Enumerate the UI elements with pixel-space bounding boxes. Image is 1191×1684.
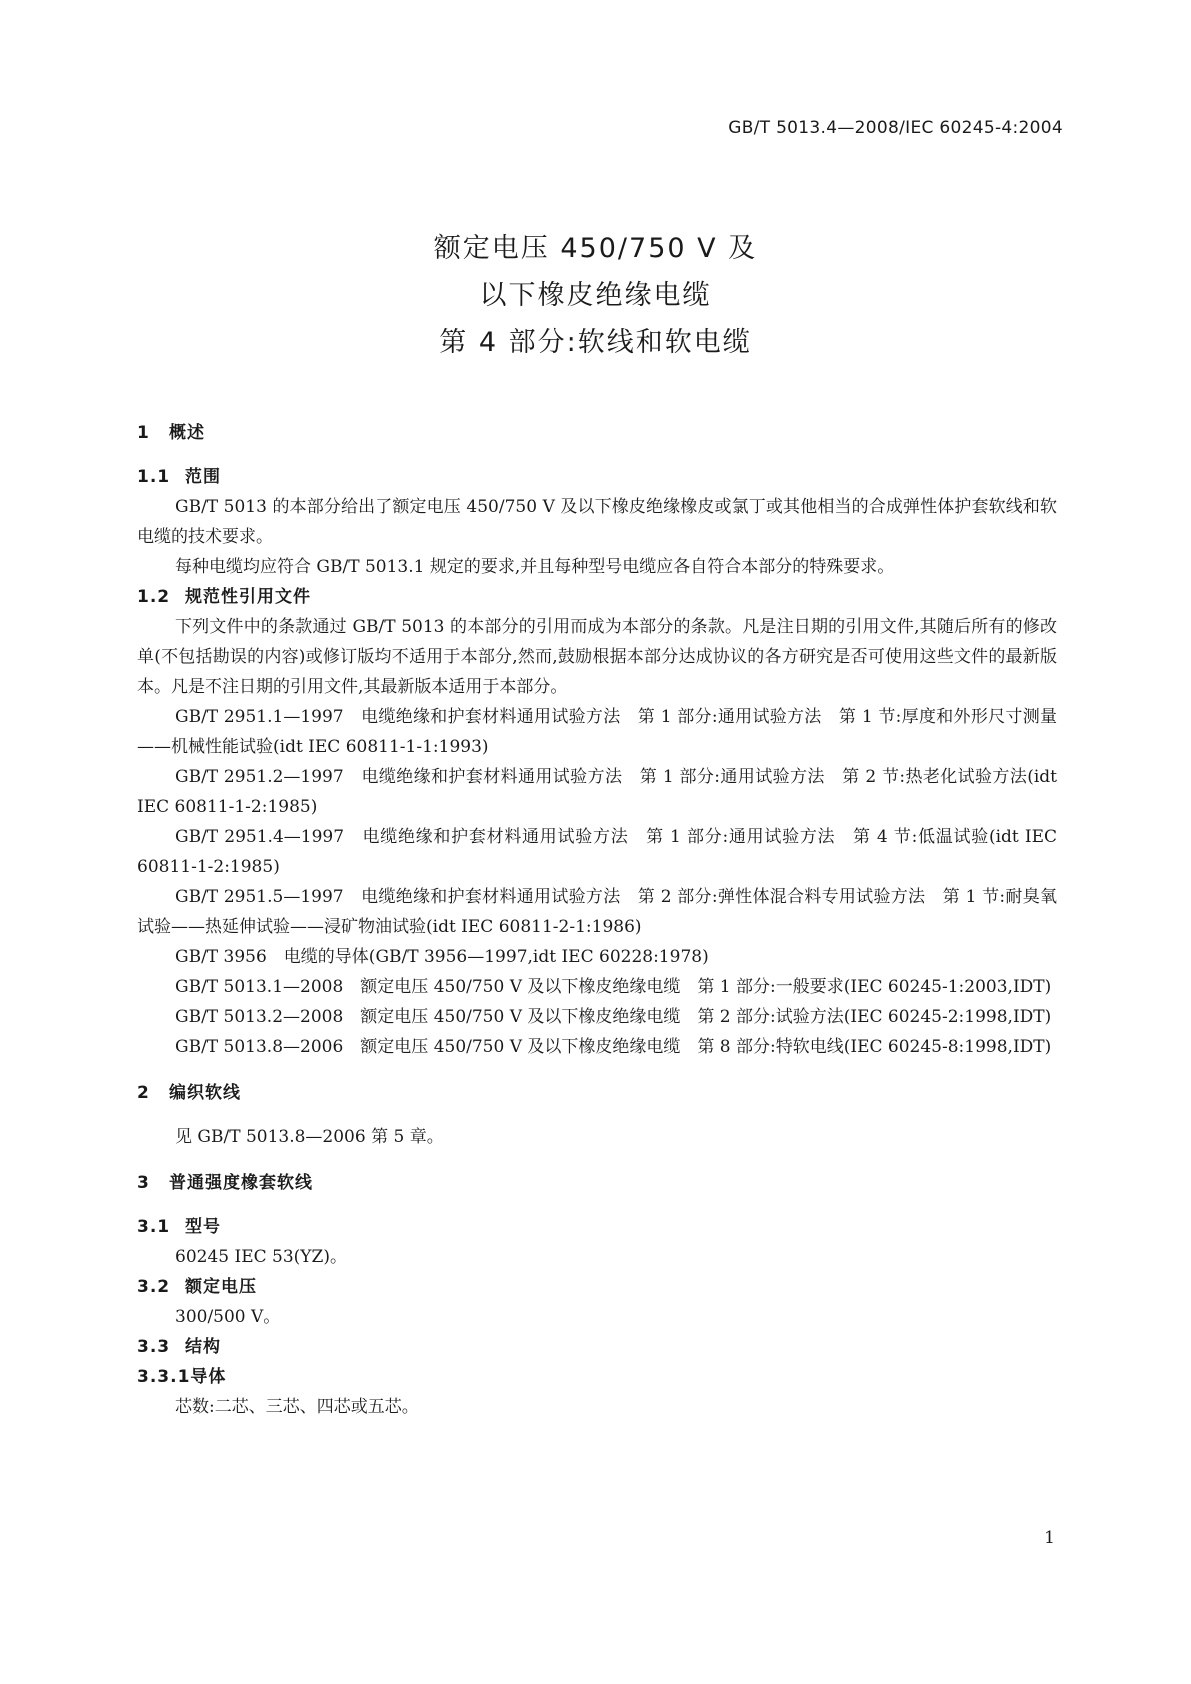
- reference-item: GB/T 2951.1—1997 电缆绝缘和护套材料通用试验方法 第 1 部分:通用试验方法 第 1 节:厚度和外形尺寸测量——机械性能试验(idt IEC 60811-1-1:1993): [137, 707, 1057, 757]
- section-1-heading: 1 概述: [137, 423, 205, 443]
- section-1-2-heading: 1.2 规范性引用文件: [137, 587, 311, 607]
- section-1-1-heading: 1.1 范围: [137, 467, 221, 487]
- reference-item: GB/T 5013.8—2006 额定电压 450/750 V 及以下橡皮绝缘电缆 第 8 部分:特软电线(IEC 60245-8:1998,IDT): [175, 1037, 1052, 1057]
- title-line-3: 第 4 部分:软线和软电缆: [439, 327, 752, 358]
- standard-number: GB/T 5013.4—2008/IEC 60245-4:2004: [728, 118, 1063, 138]
- document-title: [0, 225, 1191, 366]
- reference-item: GB/T 2951.5—1997 电缆绝缘和护套材料通用试验方法 第 2 部分:弹性体混合料专用试验方法 第 1 节:耐臭氧试验——热延伸试验——浸矿物油试验(idt IEC 60811-2-1:1986): [137, 887, 1057, 937]
- section-3-3-1-heading: 3.3.1导体: [137, 1367, 227, 1387]
- section-3-2-heading: 3.2 额定电压: [137, 1277, 257, 1297]
- conductor-text: 芯数:二芯、三芯、四芯或五芯。: [175, 1397, 419, 1417]
- rated-voltage-text: 300/500 V。: [175, 1307, 281, 1327]
- reference-item: GB/T 2951.2—1997 电缆绝缘和护套材料通用试验方法 第 1 部分:通用试验方法 第 2 节:热老化试验方法(idt IEC 60811-1-2:1985): [137, 767, 1057, 817]
- scope-paragraph-2: 每种电缆均应符合 GB/T 5013.1 规定的要求,并且每种型号电缆应各自符合本部分的特殊要求。: [175, 557, 895, 577]
- page-number: 1: [1044, 1528, 1055, 1548]
- section-2-heading: 2 编织软线: [137, 1083, 241, 1103]
- title-line-1: 额定电压 450/750 V 及: [433, 233, 758, 264]
- reference-item: GB/T 5013.2—2008 额定电压 450/750 V 及以下橡皮绝缘电缆 第 2 部分:试验方法(IEC 60245-2:1998,IDT): [175, 1007, 1052, 1027]
- reference-item: GB/T 5013.1—2008 额定电压 450/750 V 及以下橡皮绝缘电缆 第 1 部分:一般要求(IEC 60245-1:2003,IDT): [175, 977, 1052, 997]
- reference-item: GB/T 2951.4—1997 电缆绝缘和护套材料通用试验方法 第 1 部分:通用试验方法 第 4 节:低温试验(idt IEC 60811-1-2:1985): [137, 827, 1057, 877]
- section-3-heading: 3 普通强度橡套软线: [137, 1173, 313, 1193]
- model-text: 60245 IEC 53(YZ)。: [175, 1247, 347, 1267]
- section-2-text: 见 GB/T 5013.8—2006 第 5 章。: [175, 1127, 444, 1147]
- document-body: [137, 418, 1057, 1422]
- references-intro: 下列文件中的条款通过 GB/T 5013 的本部分的引用而成为本部分的条款。凡是注日期的引用文件,其随后所有的修改单(不包括勘误的内容)或修订版均不适用于本部分,然而,鼓励根据本部分达成协议的各方研究是否可使用这些文件的最新版本。凡是不注日期的引用文件,其最新版本适用于本部分。: [137, 617, 1057, 697]
- section-3-1-heading: 3.1 型号: [137, 1217, 221, 1237]
- title-line-2: 以下橡皮绝缘电缆: [479, 280, 712, 311]
- section-3-3-heading: 3.3 结构: [137, 1337, 221, 1357]
- reference-item: GB/T 3956 电缆的导体(GB/T 3956—1997,idt IEC 60228:1978): [175, 947, 709, 967]
- scope-paragraph-1: GB/T 5013 的本部分给出了额定电压 450/750 V 及以下橡皮绝缘橡皮或氯丁或其他相当的合成弹性体护套软线和软电缆的技术要求。: [137, 497, 1057, 547]
